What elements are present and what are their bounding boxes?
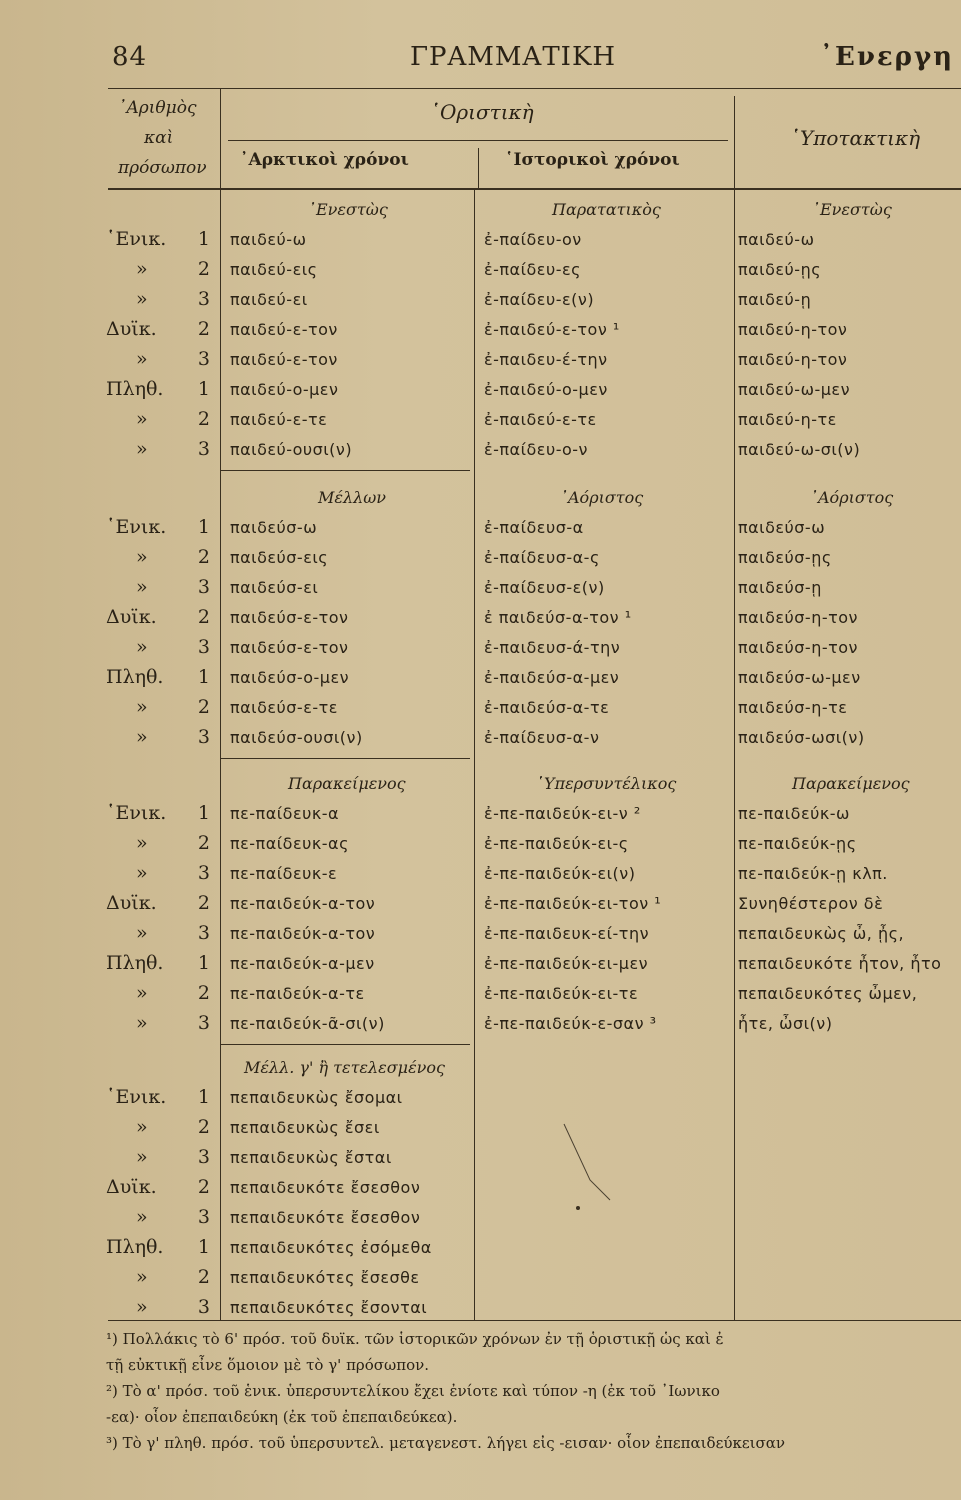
verb-form: πε-παιδεύκ-α-μεν (230, 954, 375, 973)
row-number-label: » (136, 982, 148, 1004)
verb-form: ἐ-παιδεύ-ε-τον ¹ (484, 320, 620, 339)
head-divider (478, 148, 479, 188)
row-label (106, 546, 216, 576)
page-title: ΓΡΑΜΜΑΤΙΚΗ (410, 42, 617, 72)
row-person: 1 (197, 1236, 210, 1258)
row-label (106, 1176, 216, 1206)
footnote-line: ²) Τὸ α' πρόσ. τοῦ ἑνικ. ὑπερσυντελίκου ἔχει ἐνίοτε καὶ τύπον -η (ἐκ τοῦ ᾿Ιωνικο (106, 1382, 720, 1400)
row-number-label: » (136, 258, 148, 280)
verb-form: ἐ-παίδευσ-α-ν (484, 728, 600, 747)
head-kai: καὶ (144, 128, 174, 148)
verb-form: πεπαιδευκὼς ἔσει (230, 1118, 380, 1137)
row-person: 1 (197, 378, 210, 400)
head-arktikoi: ᾿Αρκτικοὶ χρόνοι (240, 150, 409, 170)
head-oristiki: ῾Οριστικὴ (430, 100, 534, 124)
col-divider-3 (734, 96, 735, 1320)
row-number-label: ῾Ενικ. (106, 802, 167, 824)
verb-form: ἐ-παιδεύ-ο-μεν (484, 380, 608, 399)
row-label (106, 576, 216, 606)
footnote-line: ¹) Πολλάκις τὸ 6' πρόσ. τοῦ δυϊκ. τῶν ἱστορικῶν χρόνων ἐν τῇ ὁριστικῇ ὡς καὶ ἐ (106, 1330, 724, 1348)
row-label (106, 696, 216, 726)
verb-form: πεπαιδευκότε ἦτον, ἦτο (738, 954, 942, 973)
row-person: 3 (197, 922, 210, 944)
verb-form: ἐ παιδεύσ-α-τον ¹ (484, 608, 632, 627)
row-label (106, 952, 216, 982)
row-number-label: » (136, 408, 148, 430)
row-number-label: » (136, 1266, 148, 1288)
row-number-label: » (136, 1206, 148, 1228)
verb-form: παιδεύ-ω (738, 230, 815, 249)
row-person: 3 (197, 862, 210, 884)
table-head-rule (108, 188, 961, 190)
verb-form: παιδεύσ-εις (230, 548, 329, 567)
verb-form: πεπαιδευκότες ὦμεν, (738, 984, 918, 1003)
row-number-label: » (136, 1012, 148, 1034)
rule-3 (220, 1044, 470, 1045)
verb-form: παιδεύ-ω (230, 230, 307, 249)
section-title: Παρακείμενος (792, 774, 910, 793)
section-title: ᾿Ενεστὼς (308, 200, 388, 219)
row-person: 3 (197, 1012, 210, 1034)
row-number-label: Δυϊκ. (106, 1176, 157, 1198)
row-label (106, 832, 216, 862)
row-person: 1 (197, 666, 210, 688)
row-label (106, 922, 216, 952)
section-title: ᾿Αόριστος (810, 488, 894, 507)
row-number-label: Πληθ. (106, 666, 164, 688)
row-number-label: » (136, 696, 148, 718)
row-number-label: Πληθ. (106, 952, 164, 974)
row-person: 2 (197, 1266, 210, 1288)
head-arithmos: ᾿Αριθμὸς (118, 98, 197, 118)
verb-form: ἐ-πε-παιδευκ-εί-την (484, 924, 650, 943)
verb-form: ἐ-παίδευ-ον (484, 230, 582, 249)
verb-form: παιδεύσ-ε-τον (230, 608, 349, 627)
verb-form: παιδεύ-η-τον (738, 320, 848, 339)
head-prosopon: πρόσωπον (118, 158, 207, 178)
row-label (106, 228, 216, 258)
verb-form: πε-παιδεύκ-ᾶ-σι(ν) (230, 1014, 385, 1033)
row-label (106, 1012, 216, 1042)
row-label (106, 378, 216, 408)
row-label (106, 318, 216, 348)
verb-form: ἐ-παίδευσ-α (484, 518, 584, 537)
row-person: 2 (197, 318, 210, 340)
row-label (106, 1116, 216, 1146)
col-divider-1 (220, 88, 221, 1320)
verb-form: παιδεύσ-ο-μεν (230, 668, 350, 687)
verb-form: ἐ-παίδευ-ε(ν) (484, 290, 595, 309)
row-person: 3 (197, 348, 210, 370)
verb-form: παιδεύ-ε-τον (230, 320, 338, 339)
row-person: 3 (197, 726, 210, 748)
verb-form: παιδεύ-ουσι(ν) (230, 440, 353, 459)
verb-form: ἐ-παιδευ-έ-την (484, 350, 608, 369)
verb-form: παιδεύσ-ωσι(ν) (738, 728, 865, 747)
row-number-label: » (136, 546, 148, 568)
row-label (106, 636, 216, 666)
col-divider-2 (474, 190, 475, 1320)
verb-form: παιδεύ-ε-τε (230, 410, 328, 429)
section-title: Μέλλ. γ' ἢ τετελεσμένος (244, 1058, 445, 1077)
verb-form: πεπαιδευκότε ἔσεσθον (230, 1208, 421, 1227)
row-number-label: » (136, 922, 148, 944)
row-person: 1 (197, 516, 210, 538)
verb-form: ἐ-πε-παιδεύκ-ε-σαν ³ (484, 1014, 657, 1033)
row-label (106, 408, 216, 438)
row-person: 3 (197, 288, 210, 310)
verb-form: ἐ-πε-παιδεύκ-ει-τε (484, 984, 639, 1003)
row-label (106, 666, 216, 696)
verb-form: πεπαιδευκὼς ἔσται (230, 1148, 392, 1167)
row-label (106, 726, 216, 756)
row-number-label: » (136, 636, 148, 658)
row-label (106, 982, 216, 1012)
row-label (106, 1296, 216, 1326)
row-label (106, 862, 216, 892)
row-person: 2 (197, 408, 210, 430)
verb-form: παιδεύσ-ῃ (738, 578, 822, 597)
verb-form: ἐ-παίδευ-ο-ν (484, 440, 588, 459)
row-number-label: » (136, 1296, 148, 1318)
head-istorikoi: ῾Ιστορικοὶ χρόνοι (505, 150, 680, 170)
row-number-label: Πληθ. (106, 1236, 164, 1258)
row-person: 1 (197, 1086, 210, 1108)
verb-form: ἐ-παιδεύσ-α-τε (484, 698, 610, 717)
row-person: 3 (197, 1296, 210, 1318)
verb-form: παιδεύσ-ω (230, 518, 318, 537)
verb-form: πε-παίδευκ-ας (230, 834, 349, 853)
row-number-label: ῾Ενικ. (106, 516, 167, 538)
verb-form: παιδεύ-ο-μεν (230, 380, 339, 399)
verb-form: πε-παιδεύκ-α-τον (230, 924, 376, 943)
verb-form: ἐ-πε-παιδεύκ-ει-ς (484, 834, 629, 853)
row-label (106, 1086, 216, 1116)
row-number-label: ῾Ενικ. (106, 1086, 167, 1108)
verb-form: πε-παιδεύκ-α-τον (230, 894, 376, 913)
verb-form: πεπαιδευκότες ἐσόμεθα (230, 1238, 432, 1257)
row-label (106, 258, 216, 288)
verb-form: πεπαιδευκότε ἔσεσθον (230, 1178, 421, 1197)
verb-form: παιδεύσ-η-τον (738, 608, 858, 627)
row-number-label: Πληθ. (106, 378, 164, 400)
verb-form: ἐ-πε-παιδεύκ-ει-τον ¹ (484, 894, 662, 913)
row-number-label: » (136, 832, 148, 854)
head-ypotaktiki: ῾Υποτακτικὴ (790, 126, 921, 150)
row-person: 2 (197, 892, 210, 914)
section-title: Μέλλων (318, 488, 387, 507)
row-label (106, 606, 216, 636)
verb-form: πε-παίδευκ-α (230, 804, 340, 823)
verb-form: παιδεύ-ω-σι(ν) (738, 440, 861, 459)
row-label (106, 1206, 216, 1236)
verb-form: ἐ-παίδευσ-ε(ν) (484, 578, 605, 597)
running-head: ᾿Ενεργη (820, 42, 955, 72)
verb-form: ἐ-πε-παιδεύκ-ει(ν) (484, 864, 636, 883)
verb-form: ἐ-παιδευσ-ά-την (484, 638, 621, 657)
verb-form: ἐ-παίδευσ-α-ς (484, 548, 600, 567)
verb-form: πεπαιδευκότες ἔσεσθε (230, 1268, 420, 1287)
row-person: 2 (197, 606, 210, 628)
verb-form: παιδεύσ-η-τον (738, 638, 858, 657)
row-number-label: ῾Ενικ. (106, 228, 167, 250)
verb-form: παιδεύ-η-τον (738, 350, 848, 369)
row-person: 2 (197, 982, 210, 1004)
section-title: Παρακείμενος (288, 774, 406, 793)
verb-form: πε-παιδεύκ-ω (738, 804, 850, 823)
row-number-label: » (136, 726, 148, 748)
verb-form: παιδεύσ-ε-τον (230, 638, 349, 657)
verb-form: ἐ-πε-παιδεύκ-ει-ν ² (484, 804, 641, 823)
verb-form: παιδεύ-ῃ (738, 290, 812, 309)
row-person: 2 (197, 832, 210, 854)
rule-2 (220, 758, 470, 759)
oristiki-rule (228, 140, 728, 141)
row-person: 2 (197, 696, 210, 718)
row-number-label: » (136, 288, 148, 310)
verb-form: παιδεύσ-ῃς (738, 548, 832, 567)
row-person: 1 (197, 228, 210, 250)
row-label (106, 892, 216, 922)
verb-form: πε-παιδεύκ-α-τε (230, 984, 365, 1003)
row-label (106, 516, 216, 546)
footnote-line: -εα)· οἷον ἐπεπαιδεύκη (ἐκ τοῦ ἐπεπαιδεύκεα). (106, 1408, 458, 1426)
verb-form: παιδεύσ-ει (230, 578, 319, 597)
verb-form: πε-παιδεύκ-ῃς (738, 834, 857, 853)
verb-form: παιδεύ-ῃς (738, 260, 822, 279)
verb-form: Συνηθέστερον δὲ (738, 894, 884, 913)
verb-form: παιδεύ-ω-μεν (738, 380, 850, 399)
row-person: 2 (197, 258, 210, 280)
row-person: 1 (197, 802, 210, 824)
row-person: 1 (197, 952, 210, 974)
verb-form: πε-παιδεύκ-ῃ κλπ. (738, 864, 888, 883)
row-number-label: Δυϊκ. (106, 318, 157, 340)
row-person: 3 (197, 1206, 210, 1228)
rule-1 (220, 470, 470, 471)
section-title: ᾿Ενεστὼς (812, 200, 892, 219)
verb-form: ἐ-παιδεύ-ε-τε (484, 410, 597, 429)
verb-form: παιδεύσ-ω (738, 518, 826, 537)
row-person: 2 (197, 1176, 210, 1198)
row-person: 3 (197, 1146, 210, 1168)
page-number: 84 (112, 42, 148, 72)
section-title: Παρατατικὸς (552, 200, 661, 219)
row-person: 3 (197, 636, 210, 658)
pencil-mark-icon (560, 1120, 620, 1210)
section-title: ῾Υπερσυντέλικος (536, 774, 677, 793)
table-top-rule (108, 88, 961, 89)
verb-form: παιδεύ-ε-τον (230, 350, 338, 369)
row-number-label: » (136, 1116, 148, 1138)
row-person: 2 (197, 546, 210, 568)
verb-form: παιδεύ-ει (230, 290, 308, 309)
verb-form: ἐ-πε-παιδεύκ-ει-μεν (484, 954, 649, 973)
footnote-line: ³) Τὸ γ' πληθ. πρόσ. τοῦ ὑπερσυντελ. μεταγενεστ. λήγει εἰς -εισαν· οἷον ἐπεπαιδεύκεισαν (106, 1434, 785, 1452)
row-label (106, 288, 216, 318)
verb-form: ἦτε, ὦσι(ν) (738, 1014, 833, 1033)
verb-form: πεπαιδευκὼς ἔσομαι (230, 1088, 403, 1107)
footnote-line: τῇ εὐκτικῇ εἶνε ὅμοιον μὲ τὸ γ' πρόσωπον. (106, 1356, 430, 1374)
row-number-label: » (136, 862, 148, 884)
verb-form: πεπαιδευκὼς ὦ, ᾖς, (738, 924, 905, 943)
table-bottom-rule (108, 1320, 961, 1321)
section-title: ᾿Αόριστος (560, 488, 644, 507)
verb-form: παιδεύ-η-τε (738, 410, 837, 429)
row-number-label: Δυϊκ. (106, 892, 157, 914)
row-person: 2 (197, 1116, 210, 1138)
verb-form: παιδεύσ-ω-μεν (738, 668, 861, 687)
row-number-label: » (136, 438, 148, 460)
verb-form: ἐ-παίδευ-ες (484, 260, 582, 279)
row-number-label: » (136, 348, 148, 370)
verb-form: παιδεύσ-η-τε (738, 698, 848, 717)
row-number-label: » (136, 1146, 148, 1168)
verb-form: παιδεύσ-ε-τε (230, 698, 338, 717)
verb-form: παιδεύσ-ουσι(ν) (230, 728, 363, 747)
row-number-label: » (136, 576, 148, 598)
row-number-label: Δυϊκ. (106, 606, 157, 628)
row-label (106, 348, 216, 378)
verb-form: παιδεύ-εις (230, 260, 318, 279)
row-label (106, 1236, 216, 1266)
verb-form: πε-παίδευκ-ε (230, 864, 338, 883)
verb-form: ἐ-παιδεύσ-α-μεν (484, 668, 620, 687)
row-label (106, 1146, 216, 1176)
verb-form: πεπαιδευκότες ἔσονται (230, 1298, 428, 1317)
row-label (106, 438, 216, 468)
row-person: 3 (197, 438, 210, 460)
row-label (106, 802, 216, 832)
row-label (106, 1266, 216, 1296)
row-person: 3 (197, 576, 210, 598)
